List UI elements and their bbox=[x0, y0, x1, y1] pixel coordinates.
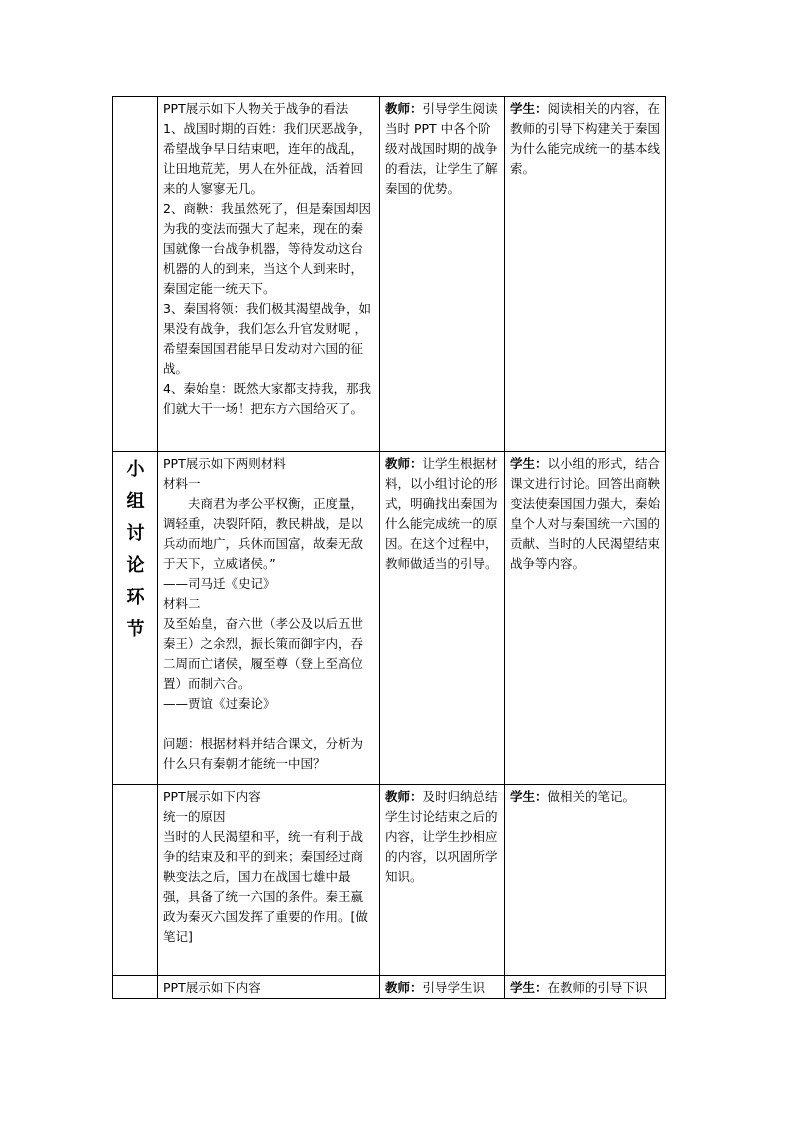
teacher-role-label: 教师： bbox=[385, 980, 423, 995]
teacher-role-label: 教师： bbox=[385, 789, 423, 804]
discussion-question: 问题：根据材料并结合课文，分析为什么只有秦朝才能统一中国？ bbox=[163, 736, 364, 771]
student-role-label: 学生： bbox=[510, 980, 548, 995]
material-title: 材料一 bbox=[163, 476, 201, 491]
student-cell bbox=[505, 976, 666, 999]
student-cell bbox=[505, 452, 666, 785]
material-quote: 夫商君为孝公平权衡，正度量，调轻重，决裂阡陌，教民耕战，是以兵动而地广，兵休而国富，故秦无敌于天下，立威诸侯。” bbox=[163, 496, 364, 571]
student-role-label: 学生： bbox=[510, 456, 548, 471]
table-row bbox=[113, 97, 666, 452]
content-cell bbox=[158, 97, 380, 452]
material-source: ——司马迁《史记》 bbox=[163, 576, 276, 591]
content-cell bbox=[158, 976, 380, 999]
teacher-role-label: 教师： bbox=[385, 101, 423, 116]
content-line: PPT展示如下内容 bbox=[163, 789, 261, 804]
teacher-activity: 引导学生识 bbox=[422, 980, 486, 995]
content-line: 3、秦国将领：我们极其渴望战争，如果没有战争，我们怎么升官发财呢 ，希望秦国国君能早日发动对六国的征战。 bbox=[163, 301, 371, 376]
content-cell bbox=[158, 785, 380, 976]
stage-cell bbox=[113, 452, 158, 785]
teacher-role-label: 教师： bbox=[385, 456, 423, 471]
teacher-activity: 引导学生阅读当时 PPT 中各个阶级对战国时期的战争的看法，让学生了解秦国的优势。 bbox=[385, 101, 498, 196]
student-cell bbox=[505, 785, 666, 976]
teacher-activity: 及时归纳总结学生讨论结束之后的内容，让学生抄相应的内容，以巩固所学知识。 bbox=[385, 789, 498, 884]
student-activity: 做相关的笔记。 bbox=[547, 789, 636, 804]
material-quote: 及至始皇，奋六世（孝公及以后五世秦王）之余烈，振长策而御宇内，吞二周而亡诸侯，履至尊（登上至高位置）而制六合。 bbox=[163, 616, 364, 691]
content-line: PPT展示如下人物关于战争的看法 bbox=[163, 101, 349, 116]
stage-label: 小组讨论环节 bbox=[126, 459, 145, 640]
table-row bbox=[113, 785, 666, 976]
stage-cell bbox=[113, 97, 158, 452]
content-line: 当时的人民渴望和平，统一有利于战争的结束及和平的到来；秦国经过商鞅变法之后，国力在战国七雄中最强，具备了统一六国的条件。秦王嬴政为秦灭六国发挥了重要的作用。[做笔记] bbox=[163, 829, 368, 944]
material-source: ——贾谊《过秦论》 bbox=[163, 696, 276, 711]
lesson-plan-table bbox=[112, 96, 666, 999]
student-role-label: 学生： bbox=[510, 101, 548, 116]
stage-cell bbox=[113, 976, 158, 999]
content-line: 4、秦始皇：既然大家都支持我，那我们就大干一场！把东方六国给灭了。 bbox=[163, 381, 371, 416]
student-activity: 阅读相关的内容，在教师的引导下构建关于秦国为什么能完成统一的基本线索。 bbox=[510, 101, 661, 176]
table-row bbox=[113, 452, 666, 785]
content-line: 1、战国时期的百姓：我们厌恶战争，希望战争早日结束吧，连年的战乱，让田地荒芜，男人在外征战，活着回来的人寥寥无几。 bbox=[163, 121, 371, 196]
student-activity: 以小组的形式，结合课文进行讨论。回答出商鞅变法使秦国国力强大，秦始皇个人对与秦国统一六国的贡献、当时的人民渴望结束战争等内容。 bbox=[510, 456, 661, 571]
teacher-cell bbox=[380, 785, 505, 976]
teacher-cell bbox=[380, 97, 505, 452]
student-cell bbox=[505, 97, 666, 452]
content-line: PPT展示如下内容 bbox=[163, 980, 261, 995]
teacher-cell bbox=[380, 976, 505, 999]
content-line: 2、商鞅：我虽然死了，但是秦国却因为我的变法而强大了起来，现在的秦国就像一台战争机器，等待发动这台机器的人的到来，当这个人到来时，秦国定能一统天下。 bbox=[163, 201, 371, 296]
student-activity: 在教师的引导下识 bbox=[547, 980, 648, 995]
teacher-cell bbox=[380, 452, 505, 785]
stage-cell bbox=[113, 785, 158, 976]
student-role-label: 学生： bbox=[510, 789, 548, 804]
content-cell bbox=[158, 452, 380, 785]
table-row bbox=[113, 976, 666, 999]
teacher-activity: 让学生根据材料，以小组讨论的形式，明确找出秦国为什么能完成统一的原因。在这个过程中，教师做适当的引导。 bbox=[385, 456, 498, 571]
content-line: PPT展示如下两则材料 bbox=[163, 456, 286, 471]
content-line: 统一的原因 bbox=[163, 809, 226, 824]
material-title: 材料二 bbox=[163, 596, 201, 611]
